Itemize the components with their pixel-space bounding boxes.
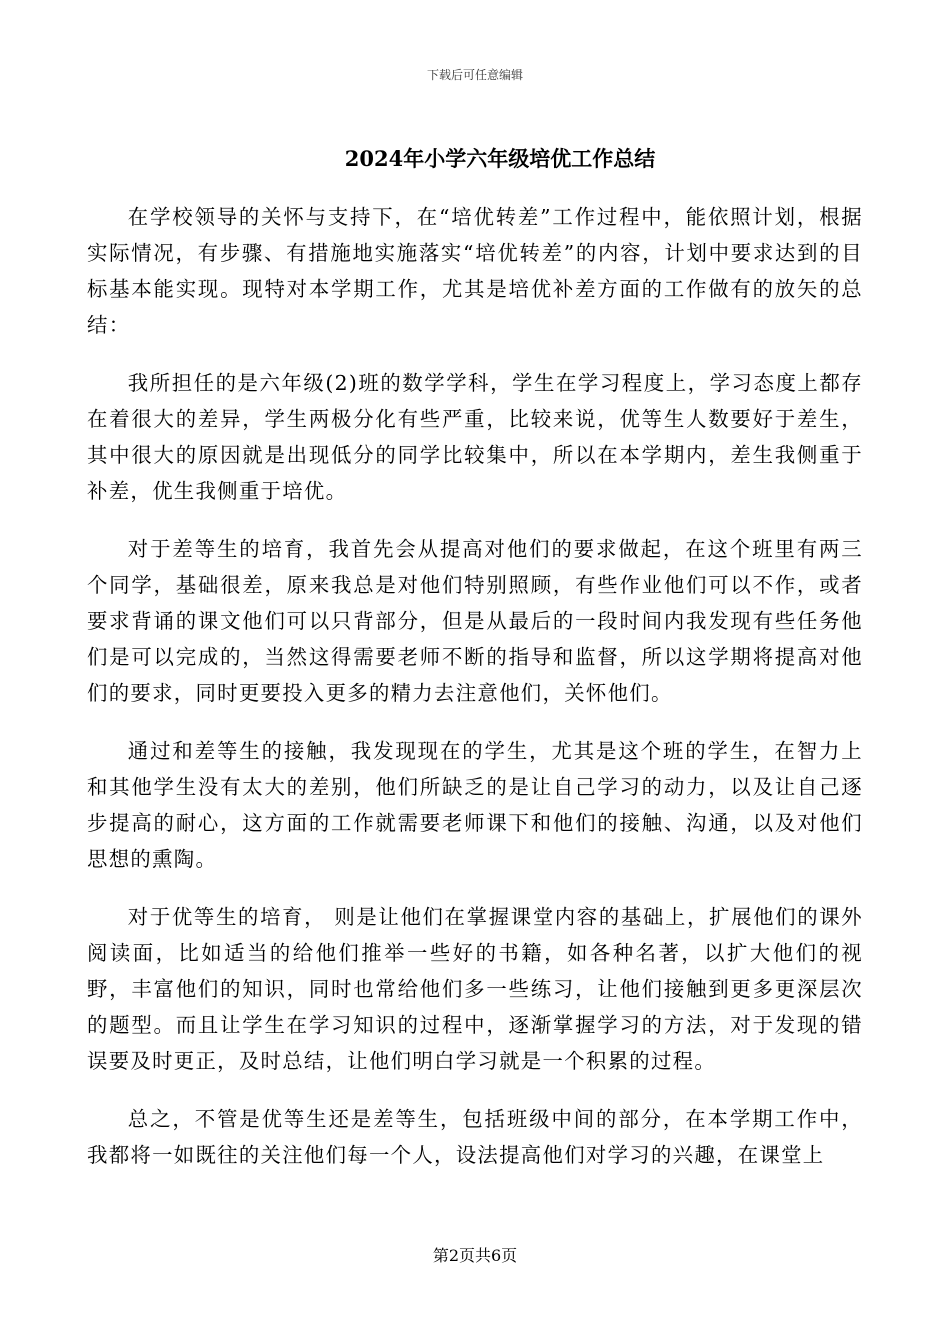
page-number: 第2页共6页 bbox=[432, 1246, 518, 1265]
paragraph: 总之，不管是优等生还是差等生，包括班级中间的部分，在本学期工作中，我都将一如既往的关注他们每一个人，设法提高他们对学习的兴趣，在课堂上 bbox=[87, 1107, 863, 1167]
paragraph: 对于优等生的培育， 则是让他们在掌握课堂内容的基础上，扩展他们的课外阅读面，比如适当的给他们推举一些好的书籍，如各种名著，以扩大他们的视野，丰富他们的知识，同时也常给他们多一些练习，让他们接触到更多更深层次的题型。而且让学生在学习知识的过程中，逐渐掌握学习的方法，对于发现的错误要及时更正，及时总结，让他们明白学习就是一个积累的过程。 bbox=[87, 905, 863, 1073]
document-body bbox=[87, 199, 863, 1195]
paragraph: 通过和差等生的接触，我发现现在的学生，尤其是这个班的学生，在智力上和其他学生没有太大的差别，他们所缺乏的是让自己学习的动力，以及让自己逐步提高的耐心，这方面的工作就需要老师课下和他们的接触、沟通，以及对他们思想的熏陶。 bbox=[87, 739, 863, 871]
header-note: 下载后可任意编辑 bbox=[426, 68, 523, 82]
paragraph: 我所担任的是六年级(2)班的数学学科，学生在学习程度上，学习态度上都存在着很大的差异，学生两极分化有些严重，比较来说，优等生人数要好于差生，其中很大的原因就是出现低分的同学比较集中，所以在本学期内，差生我侧重于补差，优生我侧重于培优。 bbox=[87, 371, 863, 503]
page-title: 2024年小学六年级培优工作总结 bbox=[344, 146, 656, 171]
paragraph: 在学校领导的关怀与支持下，在“培优转差”工作过程中，能依照计划，根据实际情况，有步骤、有措施地实施落实“培优转差”的内容，计划中要求达到的目标基本能实现。现特对本学期工作，尤其是培优补差方面的工作做有的放矢的总结： bbox=[87, 205, 863, 337]
paragraph: 对于差等生的培育，我首先会从提高对他们的要求做起，在这个班里有两三个同学，基础很差，原来我总是对他们特别照顾，有些作业他们可以不作，或者要求背诵的课文他们可以只背部分，但是从最后的一段时间内我发现有些任务他们是可以完成的，当然这得需要老师不断的指导和监督，所以这学期将提高对他们的要求，同时更要投入更多的精力去注意他们，关怀他们。 bbox=[87, 537, 863, 705]
